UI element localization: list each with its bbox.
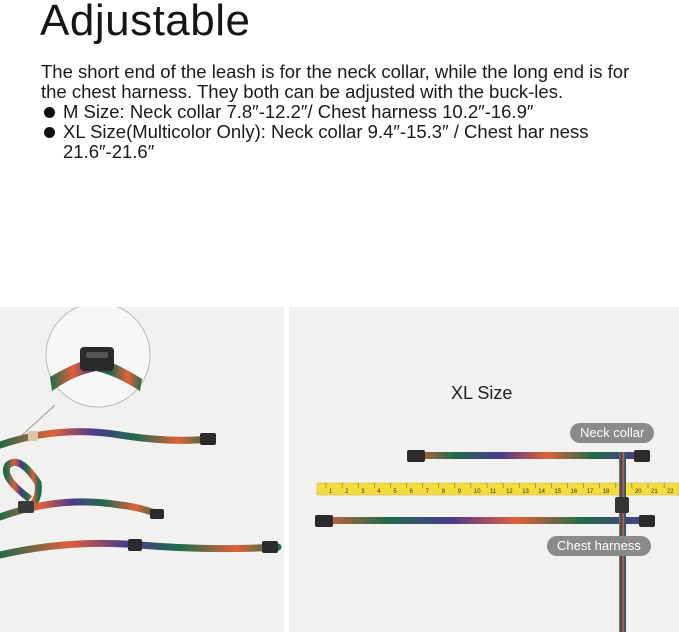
leash-lineup-illustration	[0, 307, 284, 632]
tape-number: 1	[329, 489, 333, 495]
tape-number: 7	[425, 489, 429, 495]
chest-harness-tag: Chest harness	[547, 536, 651, 556]
tape-number: 14	[538, 489, 545, 495]
product-photo-left	[0, 307, 284, 632]
tape-number: 12	[506, 489, 513, 495]
leash-loop	[0, 462, 164, 519]
tape-number: 4	[377, 489, 381, 495]
description-text: The short end of the leash is for the neck collar, while the long end is for the chest harness. They both can be adjusted with the buck-les.	[41, 61, 630, 102]
buckle-icon	[315, 515, 333, 527]
magnifier-circle	[46, 307, 150, 407]
tape-number: 9	[457, 489, 462, 495]
tape-number: 16	[570, 489, 578, 495]
buckle-icon	[128, 539, 142, 551]
size-item-xl: XL Size(Multicolor Only): Neck collar 9.4″-15.3″ / Chest har ness 21.6″-21.6″	[41, 122, 646, 162]
tape-number: 21	[651, 489, 658, 495]
tape-number: 3	[361, 489, 365, 495]
leash-long	[0, 539, 278, 555]
neck-strap	[407, 450, 650, 462]
size-label: XL Size	[451, 383, 513, 403]
size-item-m: M Size: Neck collar 7.8″-12.2″/ Chest harness 10.2″-16.9″	[41, 102, 646, 122]
xl-leash-illustration	[289, 307, 679, 632]
tape-number: 10	[473, 489, 481, 495]
description-block	[41, 62, 646, 162]
size-list	[41, 102, 646, 162]
tape-number: 6	[409, 489, 413, 495]
tape-number: 8	[441, 489, 446, 495]
leash-short	[0, 431, 216, 445]
tape-number: 11	[490, 489, 497, 495]
buckle-icon	[407, 450, 425, 462]
buckle-icon	[200, 433, 216, 445]
page-title: Adjustable	[40, 0, 251, 45]
tape-number: 22	[667, 489, 674, 495]
tape-number: 2	[345, 489, 349, 495]
tape-number: 13	[522, 489, 529, 495]
tape-number: 18	[602, 489, 610, 495]
product-photo-right	[289, 307, 679, 632]
chest-strap	[315, 515, 655, 527]
tape-number: 15	[554, 489, 562, 495]
buckle-icon	[18, 501, 34, 513]
buckle-icon	[80, 347, 114, 371]
neck-collar-tag: Neck collar	[570, 423, 654, 443]
tape-number: 20	[634, 489, 642, 495]
tape-number: 17	[586, 489, 594, 495]
tape-number: 5	[393, 489, 397, 495]
